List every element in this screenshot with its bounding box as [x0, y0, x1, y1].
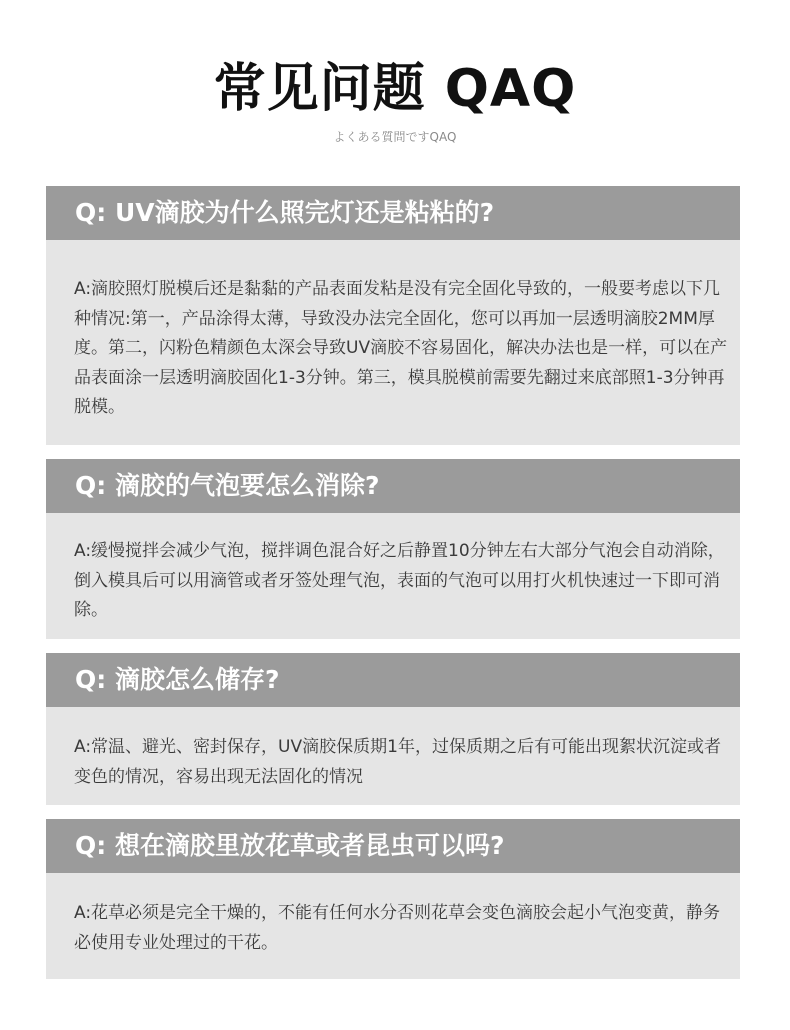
faq-question: Q: 滴胶的气泡要怎么消除? — [46, 459, 740, 513]
faq-item — [46, 653, 740, 805]
faq-answer: A:花草必须是完全干燥的，不能有任何水分否则花草会变色滴胶会起小气泡变黄，静务必使用专业处理过的干花。 — [74, 903, 721, 953]
faq-item — [46, 186, 740, 445]
faq-question: Q: 想在滴胶里放花草或者昆虫可以吗? — [46, 819, 740, 873]
page-title: 常见问题 QAQ — [213, 59, 577, 119]
faq-answer: A:常温、避光、密封保存，UV滴胶保质期1年，过保质期之后有可能出现絮状沉淀或者变色的情况，容易出现无法固化的情况 — [74, 737, 721, 787]
faq-item — [46, 459, 740, 639]
faq-answer: A:缓慢搅拌会减少气泡，搅拌调色混合好之后静置10分钟左右大部分气泡会自动消除，倒入模具后可以用滴管或者牙签处理气泡，表面的气泡可以用打火机快速过一下即可消除。 — [74, 541, 725, 620]
faq-question: Q: 滴胶怎么储存? — [46, 653, 740, 707]
page-header — [0, 0, 790, 186]
faq-question: Q: UV滴胶为什么照完灯还是粘粘的? — [46, 186, 740, 240]
faq-item — [46, 819, 740, 979]
faq-answer: A:滴胶照灯脱模后还是黏黏的产品表面发粘是没有完全固化导致的，一般要考虑以下几种情况:第一，产品涂得太薄，导致没办法完全固化，您可以再加一层透明滴胶2MM厚度。第二，闪粉色精颜色太深会导致UV滴胶不容易固化，解决办法也是一样，可以在产品表面涂一层透明滴胶固化1-3分钟。第三，模具脱模前需要先翻过来底部照1-3分钟再脱模。 — [74, 279, 728, 417]
page-subtitle: よくある質問ですQAQ — [333, 130, 457, 144]
